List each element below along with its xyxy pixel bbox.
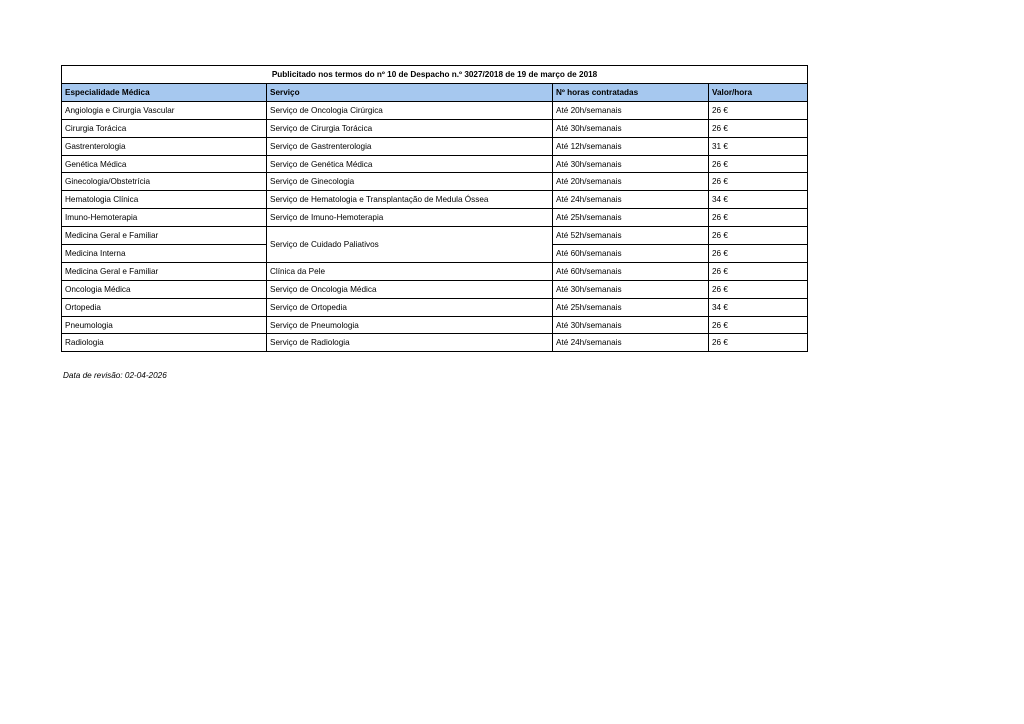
rate-cell: 26 € (709, 280, 808, 298)
table-row (62, 191, 808, 209)
rate-cell: 26 € (709, 155, 808, 173)
rate-cell: 34 € (709, 298, 808, 316)
specialty-cell: Medicina Geral e Familiar (62, 227, 267, 245)
rate-cell: 26 € (709, 173, 808, 191)
rate-cell: 34 € (709, 191, 808, 209)
specialty-cell: Radiologia (62, 334, 267, 352)
column-header-specialty: Especialidade Médica (62, 84, 267, 102)
table-title: Publicitado nos termos do nº 10 de Despacho n.º 3027/2018 de 19 de março de 2018 (62, 66, 808, 84)
specialty-cell: Ortopedia (62, 298, 267, 316)
service-cell: Serviço de Imuno-Hemoterapia (267, 209, 553, 227)
specialty-cell: Medicina Interna (62, 245, 267, 263)
table-row (62, 227, 808, 245)
table-row (62, 155, 808, 173)
table-title-row (62, 66, 808, 84)
rate-cell: 26 € (709, 262, 808, 280)
service-cell: Clínica da Pele (267, 262, 553, 280)
hours-cell: Até 24h/semanais (553, 191, 709, 209)
specialty-cell: Imuno-Hemoterapia (62, 209, 267, 227)
rate-cell: 26 € (709, 245, 808, 263)
table-row (62, 280, 808, 298)
hours-cell: Até 25h/semanais (553, 298, 709, 316)
table-row (62, 298, 808, 316)
hours-cell: Até 25h/semanais (553, 209, 709, 227)
service-cell: Serviço de Ginecologia (267, 173, 553, 191)
specialty-cell: Cirurgia Torácica (62, 119, 267, 137)
hours-cell: Até 30h/semanais (553, 316, 709, 334)
hours-cell: Até 20h/semanais (553, 101, 709, 119)
specialty-cell: Pneumologia (62, 316, 267, 334)
table-row (62, 334, 808, 352)
service-cell: Serviço de Genética Médica (267, 155, 553, 173)
hours-cell: Até 60h/semanais (553, 262, 709, 280)
rate-cell: 26 € (709, 209, 808, 227)
specialty-cell: Gastrenterologia (62, 137, 267, 155)
service-cell: Serviço de Cuidado Paliativos (267, 227, 553, 263)
table-row (62, 173, 808, 191)
specialty-cell: Hematologia Clínica (62, 191, 267, 209)
service-cell: Serviço de Ortopedia (267, 298, 553, 316)
table-row (62, 119, 808, 137)
service-cell: Serviço de Oncologia Cirúrgica (267, 101, 553, 119)
hours-cell: Até 60h/semanais (553, 245, 709, 263)
hours-cell: Até 24h/semanais (553, 334, 709, 352)
hours-cell: Até 20h/semanais (553, 173, 709, 191)
specialties-table (61, 65, 808, 352)
column-header-hours: Nº horas contratadas (553, 84, 709, 102)
specialty-cell: Ginecologia/Obstetrícia (62, 173, 267, 191)
hours-cell: Até 12h/semanais (553, 137, 709, 155)
table-row (62, 101, 808, 119)
table-row (62, 209, 808, 227)
service-cell: Serviço de Cirurgia Torácica (267, 119, 553, 137)
table-row (62, 316, 808, 334)
rate-cell: 26 € (709, 101, 808, 119)
rate-cell: 26 € (709, 119, 808, 137)
specialty-cell: Angiologia e Cirurgia Vascular (62, 101, 267, 119)
specialty-cell: Medicina Geral e Familiar (62, 262, 267, 280)
rate-cell: 26 € (709, 227, 808, 245)
service-cell: Serviço de Hematologia e Transplantação de Medula Óssea (267, 191, 553, 209)
rate-cell: 26 € (709, 334, 808, 352)
service-cell: Serviço de Oncologia Médica (267, 280, 553, 298)
service-cell: Serviço de Pneumologia (267, 316, 553, 334)
column-header-rate: Valor/hora (709, 84, 808, 102)
revision-date: Data de revisão: 02-04-2026 (63, 371, 167, 380)
table-row (62, 137, 808, 155)
hours-cell: Até 30h/semanais (553, 119, 709, 137)
hours-cell: Até 30h/semanais (553, 155, 709, 173)
service-cell: Serviço de Gastrenterologia (267, 137, 553, 155)
hours-cell: Até 52h/semanais (553, 227, 709, 245)
service-cell: Serviço de Radiologia (267, 334, 553, 352)
table-header-row (62, 84, 808, 102)
hours-cell: Até 30h/semanais (553, 280, 709, 298)
specialty-cell: Oncologia Médica (62, 280, 267, 298)
rate-cell: 31 € (709, 137, 808, 155)
rate-cell: 26 € (709, 316, 808, 334)
table-row (62, 262, 808, 280)
column-header-service: Serviço (267, 84, 553, 102)
specialty-cell: Genética Médica (62, 155, 267, 173)
